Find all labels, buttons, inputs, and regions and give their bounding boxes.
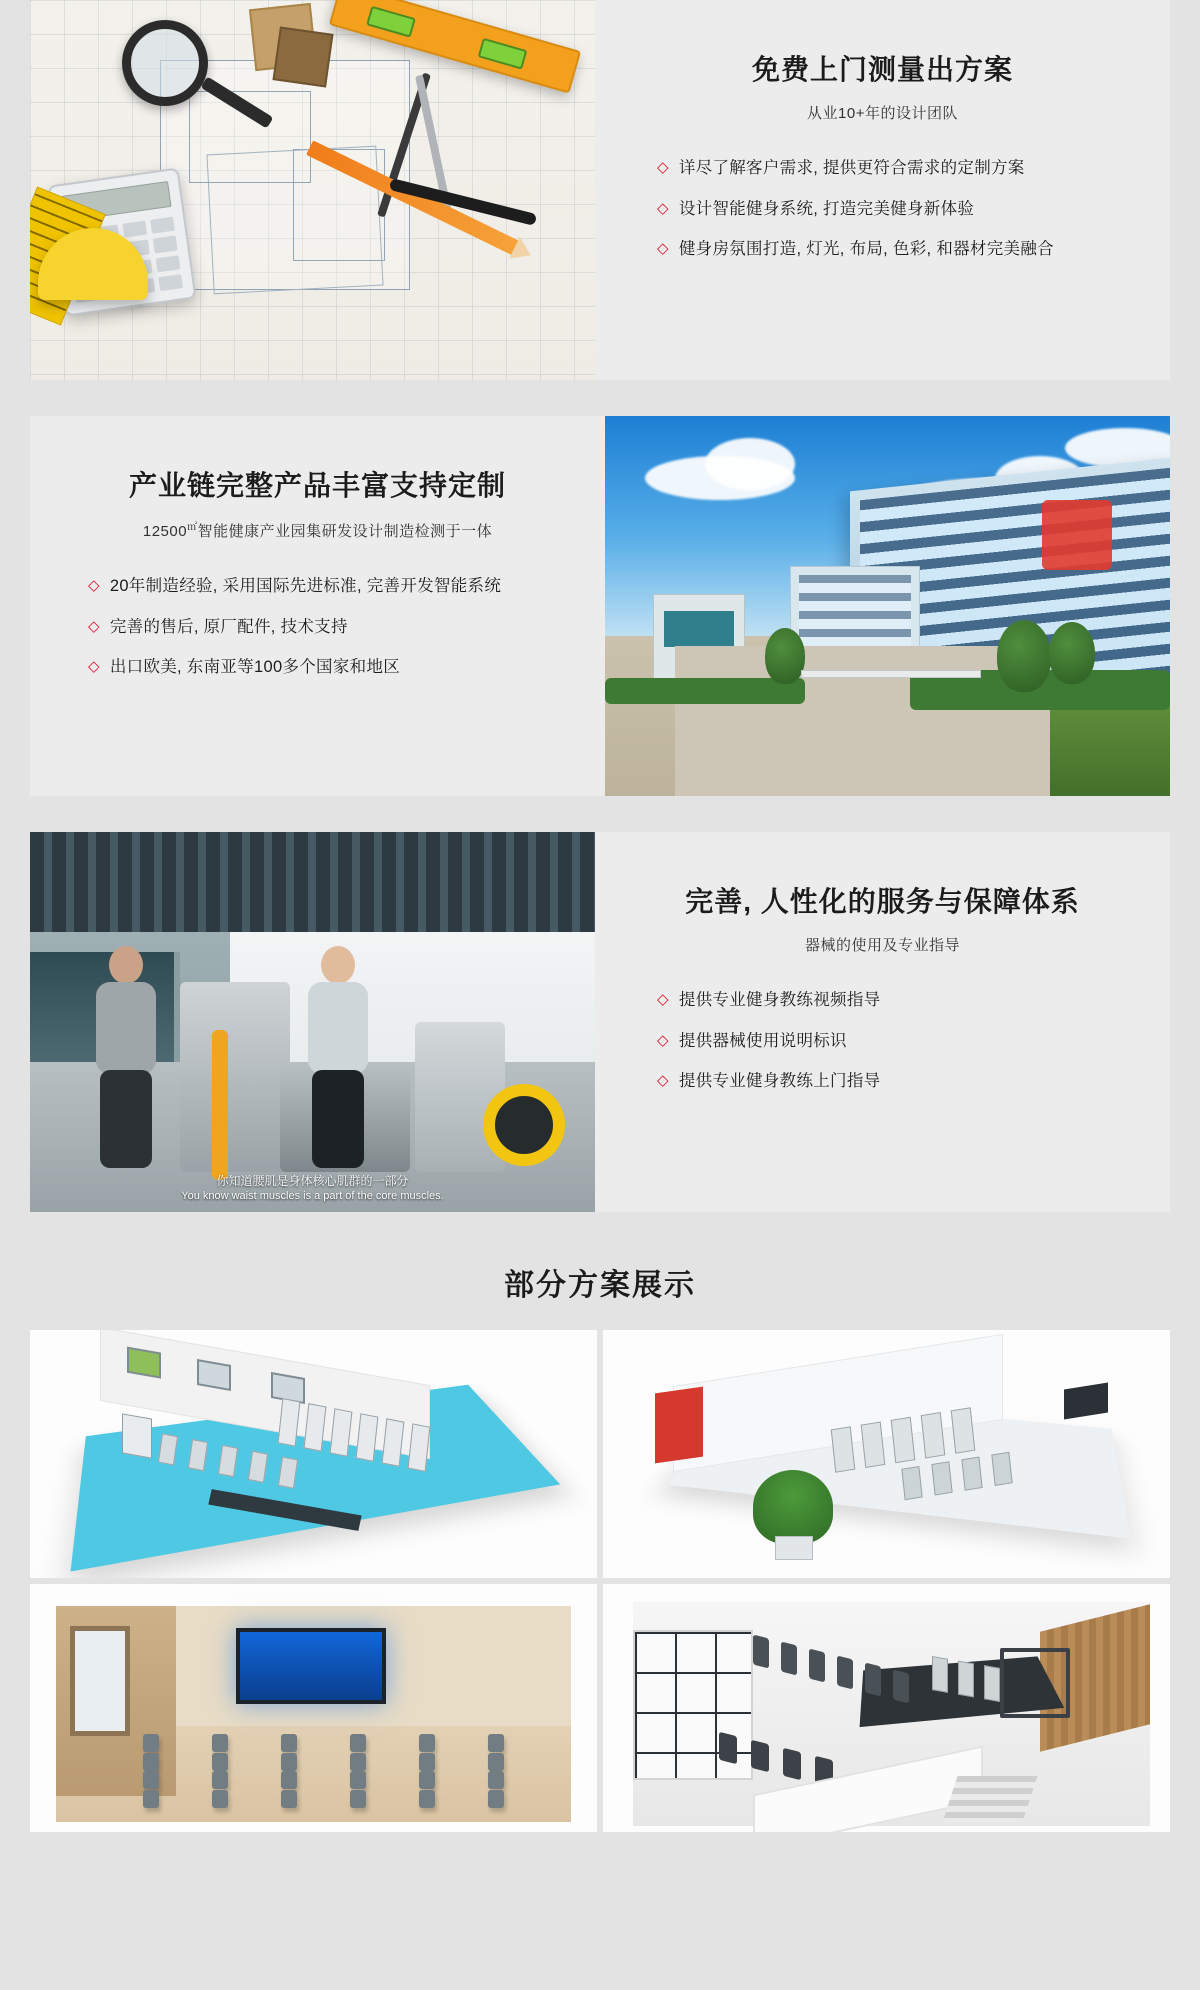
blueprint-desk-image [30, 0, 595, 380]
diamond-icon: ◇ [657, 159, 669, 177]
bullet-item [88, 616, 571, 638]
subtitle-rest: 智能健康产业园集研发设计制造检测于一体 [197, 523, 493, 541]
gallery-grid [30, 1330, 1170, 1872]
bullet-item [657, 238, 1136, 260]
caption-en: You know waist muscles is a part of the core muscles. [181, 1190, 444, 1203]
bullet-text: 提供专业健身教练上门指导 [678, 1071, 881, 1090]
diamond-icon: ◇ [657, 1031, 669, 1049]
bullet-item [657, 157, 1136, 179]
factory-campus-image [605, 416, 1170, 796]
diamond-icon: ◇ [88, 617, 100, 635]
bullet-item [88, 656, 571, 678]
section-title: 完善, 人性化的服务与保障体系 [685, 886, 1080, 917]
diamond-icon: ◇ [657, 1071, 669, 1089]
bullet-item [657, 1030, 1136, 1052]
bullet-text: 详尽了解客户需求, 提供更符合需求的定制方案 [678, 159, 1025, 178]
bullet-item [88, 575, 571, 597]
diamond-icon: ◇ [88, 577, 100, 595]
bullet-list [629, 157, 1136, 260]
trainer-female [300, 946, 376, 1176]
bullet-text: 健身房氛围打造, 灯光, 布局, 色彩, 和器材完美融合 [678, 239, 1054, 258]
bullet-text: 20年制造经验, 采用国际先进标准, 完善开发智能系统 [109, 577, 502, 596]
trainer-male [88, 946, 164, 1176]
bullet-text: 设计智能健身系统, 打造完美健身新体验 [678, 199, 975, 218]
diamond-icon: ◇ [657, 239, 669, 257]
area-unit: ㎡ [187, 522, 198, 534]
section-subtitle [143, 518, 492, 541]
gallery-item-4[interactable] [603, 1584, 1170, 1832]
gym-trainers-image [30, 832, 595, 1212]
bullet-list [629, 989, 1136, 1092]
bullet-text: 提供专业健身教练视频指导 [678, 991, 881, 1010]
plant-icon [753, 1470, 833, 1544]
section-subtitle: 器械的使用及专业指导 [804, 937, 960, 955]
weight-plate-icon [483, 1084, 565, 1166]
bullet-item [657, 198, 1136, 220]
gallery-item-1[interactable] [30, 1330, 597, 1578]
video-caption [30, 1173, 595, 1204]
bullet-list [64, 575, 571, 678]
section-title: 产业链完整产品丰富支持定制 [128, 470, 506, 501]
diamond-icon: ◇ [657, 991, 669, 1009]
gallery-title: 部分方案展示 [504, 1269, 696, 1302]
led-screen [236, 1628, 386, 1704]
caption-cn: 你知道腰肌是身体核心肌群的一部分 [216, 1173, 409, 1188]
feature-block-design [30, 0, 1170, 380]
bullet-text: 完善的售后, 原厂配件, 技术支持 [109, 617, 348, 636]
section-title: 免费上门测量出方案 [751, 54, 1013, 85]
bullet-text: 提供器械使用说明标识 [678, 1031, 847, 1050]
feature-copy [595, 0, 1170, 380]
bullet-item [657, 989, 1136, 1011]
diamond-icon: ◇ [88, 657, 100, 675]
feature-copy [595, 832, 1170, 1212]
area-value: 12500 [142, 523, 188, 541]
feature-copy [30, 416, 605, 796]
section-subtitle: 从业10+年的设计团队 [807, 105, 958, 123]
bullet-item [657, 1070, 1136, 1092]
gallery-item-3[interactable] [30, 1584, 597, 1832]
feature-block-service [30, 832, 1170, 1212]
feature-block-factory [30, 416, 1170, 796]
bullet-text: 出口欧美, 东南亚等100多个国家和地区 [109, 657, 401, 676]
gallery-item-2[interactable] [603, 1330, 1170, 1578]
magnifier-icon [122, 20, 208, 106]
diamond-icon: ◇ [657, 199, 669, 217]
